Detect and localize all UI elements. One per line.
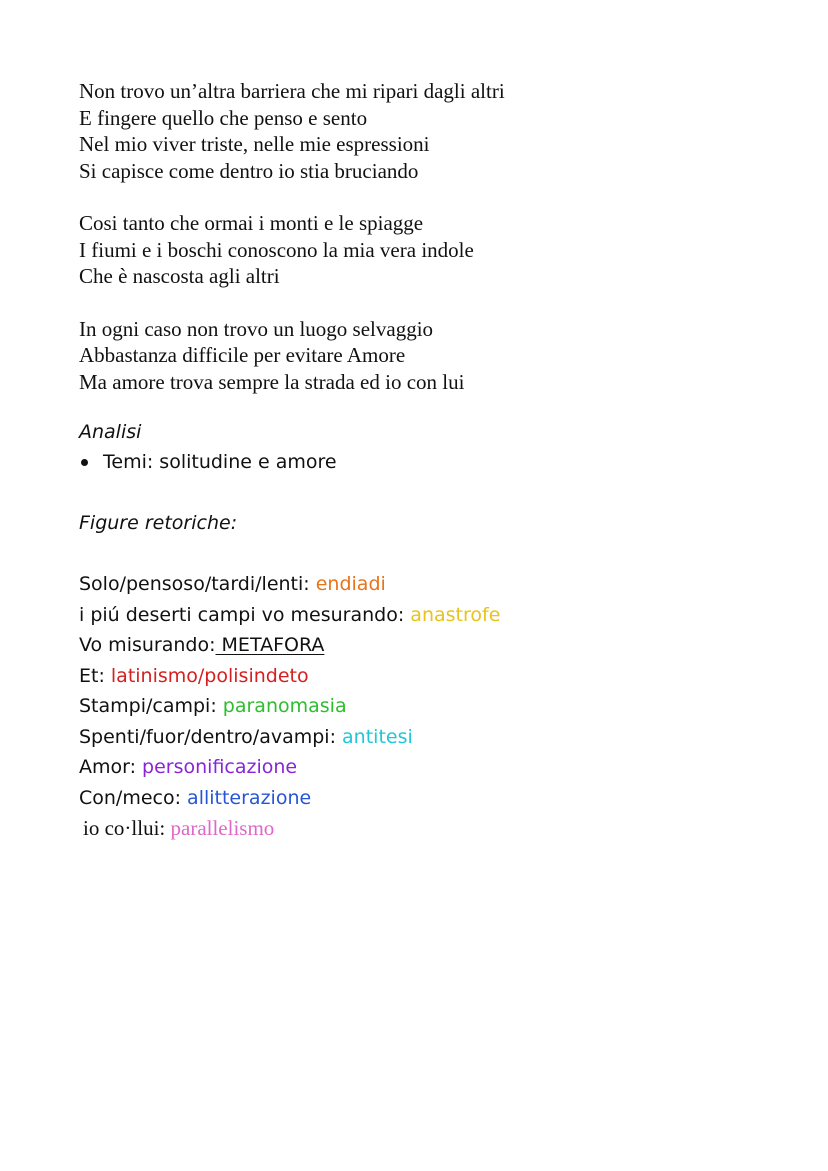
figure-label: Solo/pensoso/tardi/lenti: [79, 573, 310, 595]
figure-name: METAFORA [215, 634, 325, 656]
figure-name: personificazione [136, 756, 298, 778]
poem-line: E fingere quello che penso e sento [79, 105, 368, 130]
figure-row [79, 813, 779, 844]
analysis-heading: Analisi [79, 421, 142, 443]
figure-row [79, 722, 779, 753]
poem-line: Abbastanza difficile per evitare Amore [79, 343, 406, 367]
page-content [79, 78, 779, 844]
figure-row [79, 783, 779, 814]
figure-label: i piú deserti campi vo mesurando: [79, 603, 405, 626]
figure-name: antitesi [336, 725, 413, 748]
figure-name: endiadi [309, 573, 386, 595]
figure-label: io co·llui: [83, 816, 166, 840]
figures-list [79, 569, 779, 844]
figure-row [79, 600, 779, 631]
list-item [79, 447, 779, 477]
poem-stanza-2 [79, 210, 779, 290]
poem-line: In ogni caso non trovo un luogo selvaggio [79, 316, 434, 341]
figure-name: anastrofe [404, 603, 501, 626]
poem-line: Si capisce come dentro io stia bruciando [79, 158, 419, 183]
poem-line: Ma amore trova sempre la strada ed io con lui [79, 369, 465, 394]
figure-name: allitterazione [181, 786, 312, 809]
figure-label: Amor: [79, 756, 137, 778]
figure-name: parallelismo [165, 816, 275, 840]
figure-name: latinismo/polisindeto [104, 664, 309, 687]
figure-label: Spenti/fuor/dentro/avampi: [79, 725, 336, 748]
poem-line: I fiumi e i boschi conoscono la mia vera indole [79, 237, 474, 262]
poem-line: Che è nascosta agli altri [79, 264, 280, 288]
poem-stanza-3 [79, 316, 779, 396]
figure-row [79, 569, 779, 600]
figure-label: Stampi/campi: [79, 695, 217, 717]
figure-row [79, 691, 779, 722]
bullet-icon [81, 459, 88, 466]
analysis-bullet-list [79, 447, 779, 477]
poem-line: Nel mio viver triste, nelle mie espressioni [79, 132, 430, 156]
figure-label: Vo misurando: [79, 634, 216, 656]
poem-stanza-1 [79, 78, 779, 184]
figure-row [79, 630, 779, 661]
figure-row [79, 661, 779, 692]
figure-label: Et: [79, 664, 105, 687]
figure-name: paranomasia [216, 695, 347, 717]
figure-label: Con/meco: [79, 786, 182, 809]
figures-heading: Figure retoriche: [79, 512, 238, 534]
figure-row [79, 752, 779, 783]
poem-line: Cosi tanto che ormai i monti e le spiagge [79, 211, 424, 235]
poem-line: Non trovo un’altra barriera che mi ripari dagli altri [79, 79, 505, 103]
bullet-text: Temi: solitudine e amore [103, 451, 337, 473]
